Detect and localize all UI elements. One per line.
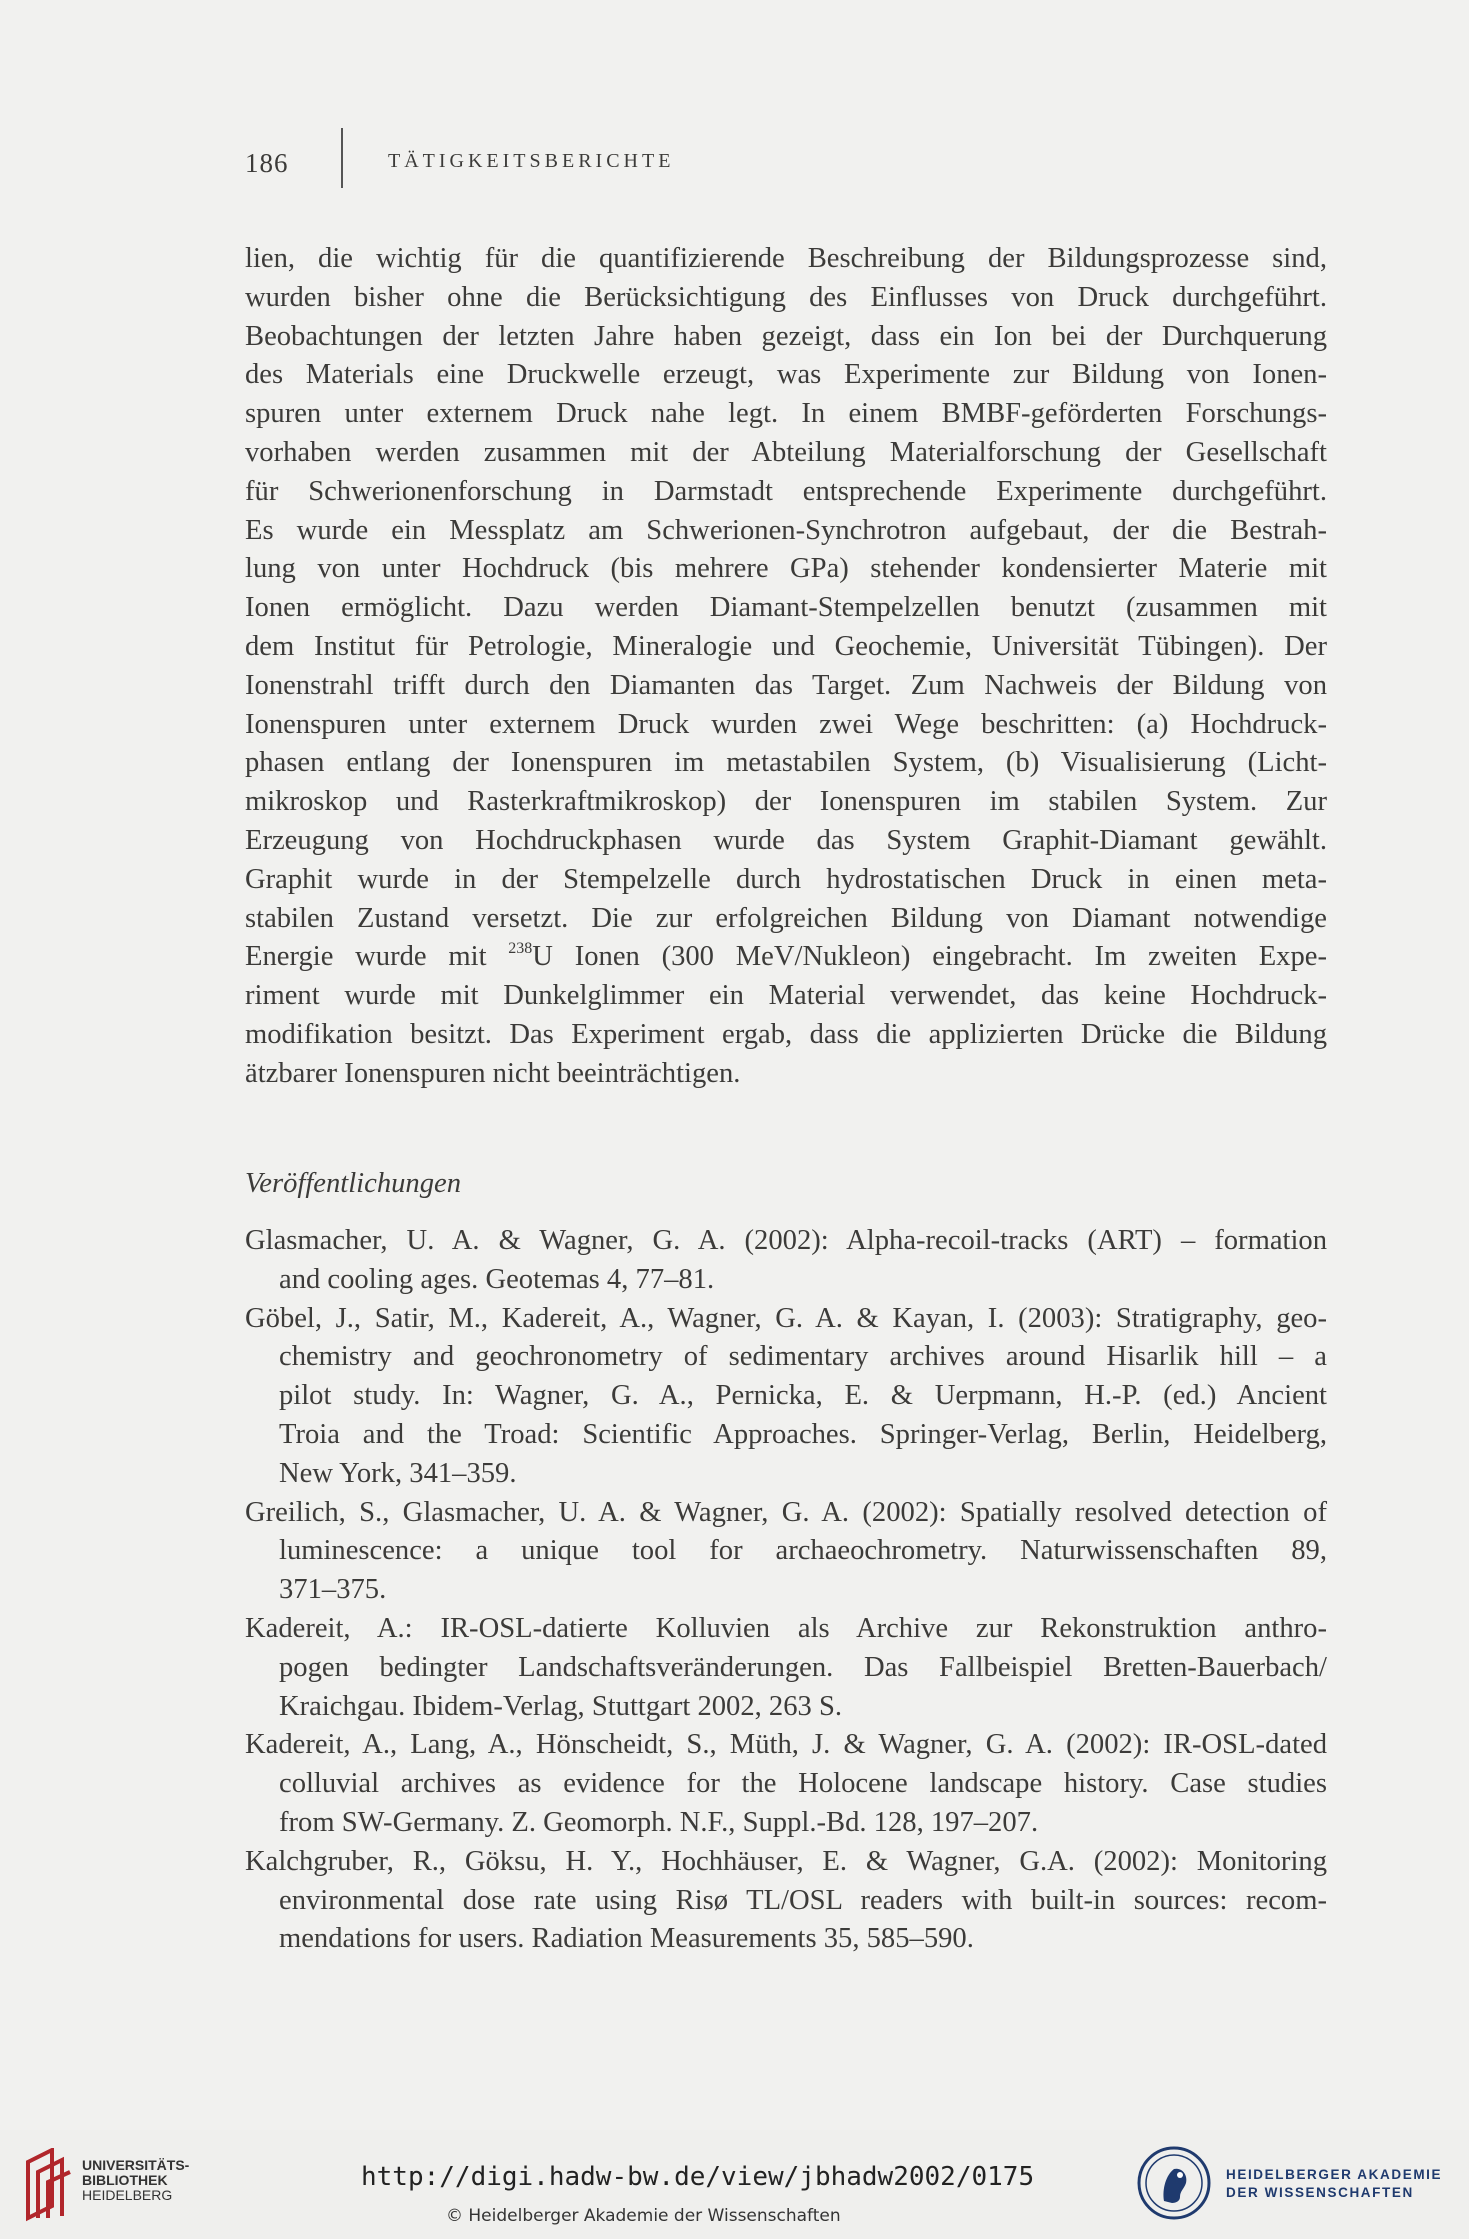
text-line: wurden bisher ohne die Berücksichtigung des Einflusses von Druck durchgeführt. bbox=[245, 281, 1327, 313]
text-line: dem Institut für Petrologie, Mineralogie und Geochemie, Universität Tübingen). Der bbox=[245, 630, 1327, 662]
academy-name-line: DER WISSENSCHAFTEN bbox=[1226, 2185, 1414, 2200]
text-line: riment wurde mit Dunkelglimmer ein Material verwendet, das keine Hochdruck- bbox=[245, 980, 1327, 1012]
publications-heading: Veröffentlichungen bbox=[245, 1168, 461, 1199]
university-library-logo-icon bbox=[22, 2148, 72, 2222]
text-line: mikroskop und Rasterkraftmikroskop) der Ionenspuren im stabilen System. Zur bbox=[245, 786, 1327, 818]
library-name-line: UNIVERSITÄTS- bbox=[82, 2157, 190, 2173]
academy-seal-icon bbox=[1136, 2145, 1212, 2221]
page-number: 186 bbox=[245, 148, 289, 178]
reference-line: Greilich, S., Glasmacher, U. A. & Wagner, G. A. (2002): Spatially resolved detection of bbox=[245, 1496, 1327, 1528]
text-line: Ionenspuren unter externem Druck wurden zwei Wege beschritten: (a) Hochdruck- bbox=[245, 708, 1327, 740]
text-line: des Materials eine Druckwelle erzeugt, was Experimente zur Bildung von Ionen- bbox=[245, 359, 1327, 391]
academy-name bbox=[1226, 2166, 1442, 2202]
text-line: Ionenstrahl trifft durch den Diamanten das Target. Zum Nachweis der Bildung von bbox=[245, 669, 1327, 701]
reference-line: chemistry and geochronometry of sedimentary archives around Hisarlik hill – a bbox=[279, 1341, 1327, 1373]
reference-line: and cooling ages. Geotemas 4, 77–81. bbox=[279, 1263, 715, 1295]
reference-entry bbox=[245, 1726, 1327, 1842]
header-divider bbox=[341, 128, 343, 188]
reference-line: environmental dose rate using Risø TL/OSL readers with built-in sources: recom- bbox=[279, 1884, 1327, 1916]
university-library-name bbox=[82, 2158, 189, 2203]
reference-line: colluvial archives as evidence for the Holocene landscape history. Case studies bbox=[279, 1768, 1327, 1800]
copyright-notice: © Heidelberger Akademie der Wissenschaften bbox=[446, 2206, 841, 2226]
reference-line: mendations for users. Radiation Measurements 35, 585–590. bbox=[279, 1923, 974, 1955]
reference-line: 371–375. bbox=[279, 1574, 387, 1606]
text-line: spuren unter externem Druck nahe legt. In einem BMBF-geförderten Forschungs- bbox=[245, 398, 1327, 430]
text-line: Erzeugung von Hochdruckphasen wurde das System Graphit-Diamant gewählt. bbox=[245, 824, 1327, 856]
reference-entry bbox=[245, 1843, 1327, 1959]
running-title: TÄTIGKEITSBERICHTE bbox=[388, 150, 675, 172]
academy-name-line: HEIDELBERGER AKADEMIE bbox=[1226, 2167, 1443, 2182]
isotope-mass-superscript: 238 bbox=[508, 940, 533, 958]
text-line: phasen entlang der Ionenspuren im metastabilen System, (b) Visualisierung (Licht- bbox=[245, 747, 1327, 779]
reference-line: pilot study. In: Wagner, G. A., Pernicka, E. & Uerpmann, H.-P. (ed.) Ancient bbox=[279, 1380, 1327, 1412]
reference-line: Glasmacher, U. A. & Wagner, G. A. (2002): Alpha-recoil-tracks (ART) – formation bbox=[245, 1225, 1327, 1256]
text-line: lien, die wichtig für die quantifizierende Beschreibung der Bildungsprozesse sind, bbox=[245, 243, 1327, 274]
reference-line: New York, 341–359. bbox=[279, 1457, 517, 1489]
reference-entry bbox=[245, 1222, 1327, 1300]
text-line: Ionen ermöglicht. Dazu werden Diamant-Stempelzellen benutzt (zusammen mit bbox=[245, 592, 1327, 624]
reference-line: Kraichgau. Ibidem-Verlag, Stuttgart 2002, 263 S. bbox=[279, 1690, 843, 1722]
energy-text-after: U Ionen (300 MeV/Nukleon) eingebracht. Im zweiten Expe- bbox=[532, 941, 1327, 973]
text-line: modifikation besitzt. Das Experiment ergab, dass die applizierten Drücke die Bildung bbox=[245, 1018, 1327, 1050]
library-name-line: BIBLIOTHEK bbox=[82, 2172, 168, 2188]
library-name-line: HEIDELBERG bbox=[82, 2187, 173, 2203]
reference-line: from SW-Germany. Z. Geomorph. N.F., Suppl.-Bd. 128, 197–207. bbox=[279, 1806, 1039, 1838]
reference-entry bbox=[245, 1300, 1327, 1494]
reference-list bbox=[245, 1222, 1327, 1959]
reference-line: Kadereit, A., Lang, A., Hönscheidt, S., Müth, J. & Wagner, G. A. (2002): IR-OSL-dated bbox=[245, 1729, 1327, 1761]
reference-entry bbox=[245, 1610, 1327, 1726]
text-line: lung von unter Hochdruck (bis mehrere GPa) stehender kondensierter Materie mit bbox=[245, 553, 1327, 585]
body-text bbox=[245, 240, 1327, 1094]
reference-line: luminescence: a unique tool for archaeochrometry. Naturwissenschaften 89, bbox=[279, 1535, 1327, 1567]
reference-line: Troia and the Troad: Scientific Approaches. Springer-Verlag, Berlin, Heidelberg, bbox=[279, 1418, 1327, 1450]
text-line: Beobachtungen der letzten Jahre haben gezeigt, dass ein Ion bei der Durchquerung bbox=[245, 320, 1327, 352]
reference-line: Kadereit, A.: IR-OSL-datierte Kolluvien als Archive zur Rekonstruktion anthro- bbox=[245, 1612, 1327, 1644]
text-line: stabilen Zustand versetzt. Die zur erfolgreichen Bildung von Diamant notwendige bbox=[245, 902, 1327, 934]
text-line: Es wurde ein Messplatz am Schwerionen-Synchrotron aufgebaut, der die Bestrah- bbox=[245, 514, 1327, 546]
text-line: für Schwerionenforschung in Darmstadt entsprechende Experimente durchgeführt. bbox=[245, 475, 1327, 507]
text-line: vorhaben werden zusammen mit der Abteilung Materialforschung der Gesellschaft bbox=[245, 436, 1327, 468]
reference-line: Göbel, J., Satir, M., Kadereit, A., Wagner, G. A. & Kayan, I. (2003): Stratigraphy, geo- bbox=[245, 1302, 1327, 1334]
reference-entry bbox=[245, 1494, 1327, 1610]
reference-line: pogen bedingter Landschaftsveränderungen. Das Fallbeispiel Bretten-Bauerbach/ bbox=[279, 1651, 1327, 1683]
text-line: Graphit wurde in der Stempelzelle durch hydrostatischen Druck in einen meta- bbox=[245, 863, 1327, 895]
text-line: ätzbarer Ionenspuren nicht beeinträchtigen. bbox=[245, 1057, 741, 1089]
digital-copy-link[interactable]: http://digi.hadw-bw.de/view/jbhadw2002/0175 bbox=[361, 2162, 1035, 2192]
energy-text-before: Energie wurde mit bbox=[245, 941, 509, 973]
text-line-energy bbox=[245, 938, 1327, 977]
reference-line: Kalchgruber, R., Göksu, H. Y., Hochhäuser, E. & Wagner, G.A. (2002): Monitoring bbox=[245, 1845, 1327, 1877]
body-paragraph bbox=[245, 240, 1327, 1094]
